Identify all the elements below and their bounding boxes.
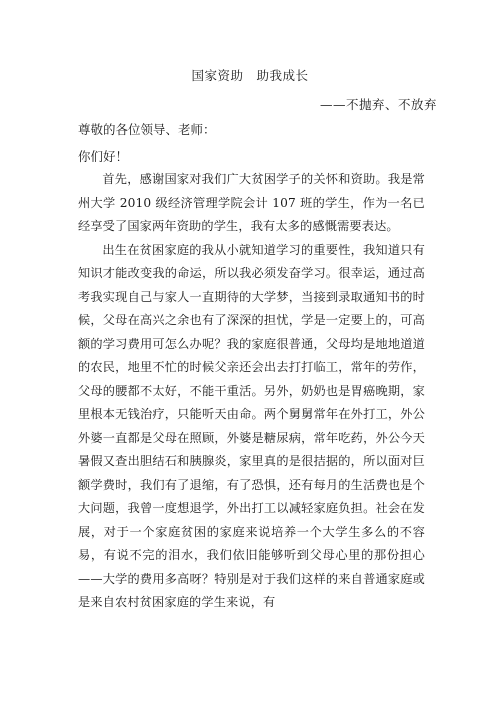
paragraph-intro: 首先，感谢国家对我们广大贫困学子的关怀和资助。我是常州大学 2010 级经济管理学院会计 107 班的学生，作为一名已经享受了国家两年资助的学生，我有太多的感慨需要表达。 — [78, 172, 425, 233]
document-subtitle: ——不抛弃、不放弃 — [319, 97, 437, 112]
greeting: 你们好！ — [78, 149, 129, 164]
salutation: 尊敬的各位领导、老师： — [78, 122, 216, 137]
body-text — [78, 168, 425, 615]
document-title: 国家资助 助我成长 — [191, 68, 309, 83]
paragraph-background: 出生在贫困家庭的我从小就知道学习的重要性，我知道只有知识才能改变我的命运，所以我必须发奋学习。很幸运，通过高考我实现自己与家人一直期待的大学梦，当接到录取通知书的时候，父母在高兴之余也有了深深的担忧，学是一定要上的，可高额的学习费用可怎么办呢？我的家庭很普通，父母均是地地道道的农民，地里不忙的时候父亲还会出去打打临工，常年的劳作，父母的腰都不太好，不能干重活。另外，奶奶也是胃癌晚期，家里根本无钱治疗，只能听天由命。两个舅舅常年在外打工，外公外婆一直都是父母在照顾，外婆是糖尿病，常年吃药，外公今天暑假又查出胆结石和胰腺炎，家里真的是很拮据的，所以面对巨额学费时，我们有了退缩，有了恐惧，还有每月的生活费也是个大问题，我曾一度想退学，外出打工以减轻家庭负担。社会在发展，对于一个家庭贫困的家庭来说培养一个大学生多么的不容易，有说不完的泪水，我们依旧能够听到父母心里的那份担心——大学的费用多高呀？特别是对于我们这样的来自普通家庭或是来自农村贫困家庭的学生来说，有 — [78, 242, 425, 609]
